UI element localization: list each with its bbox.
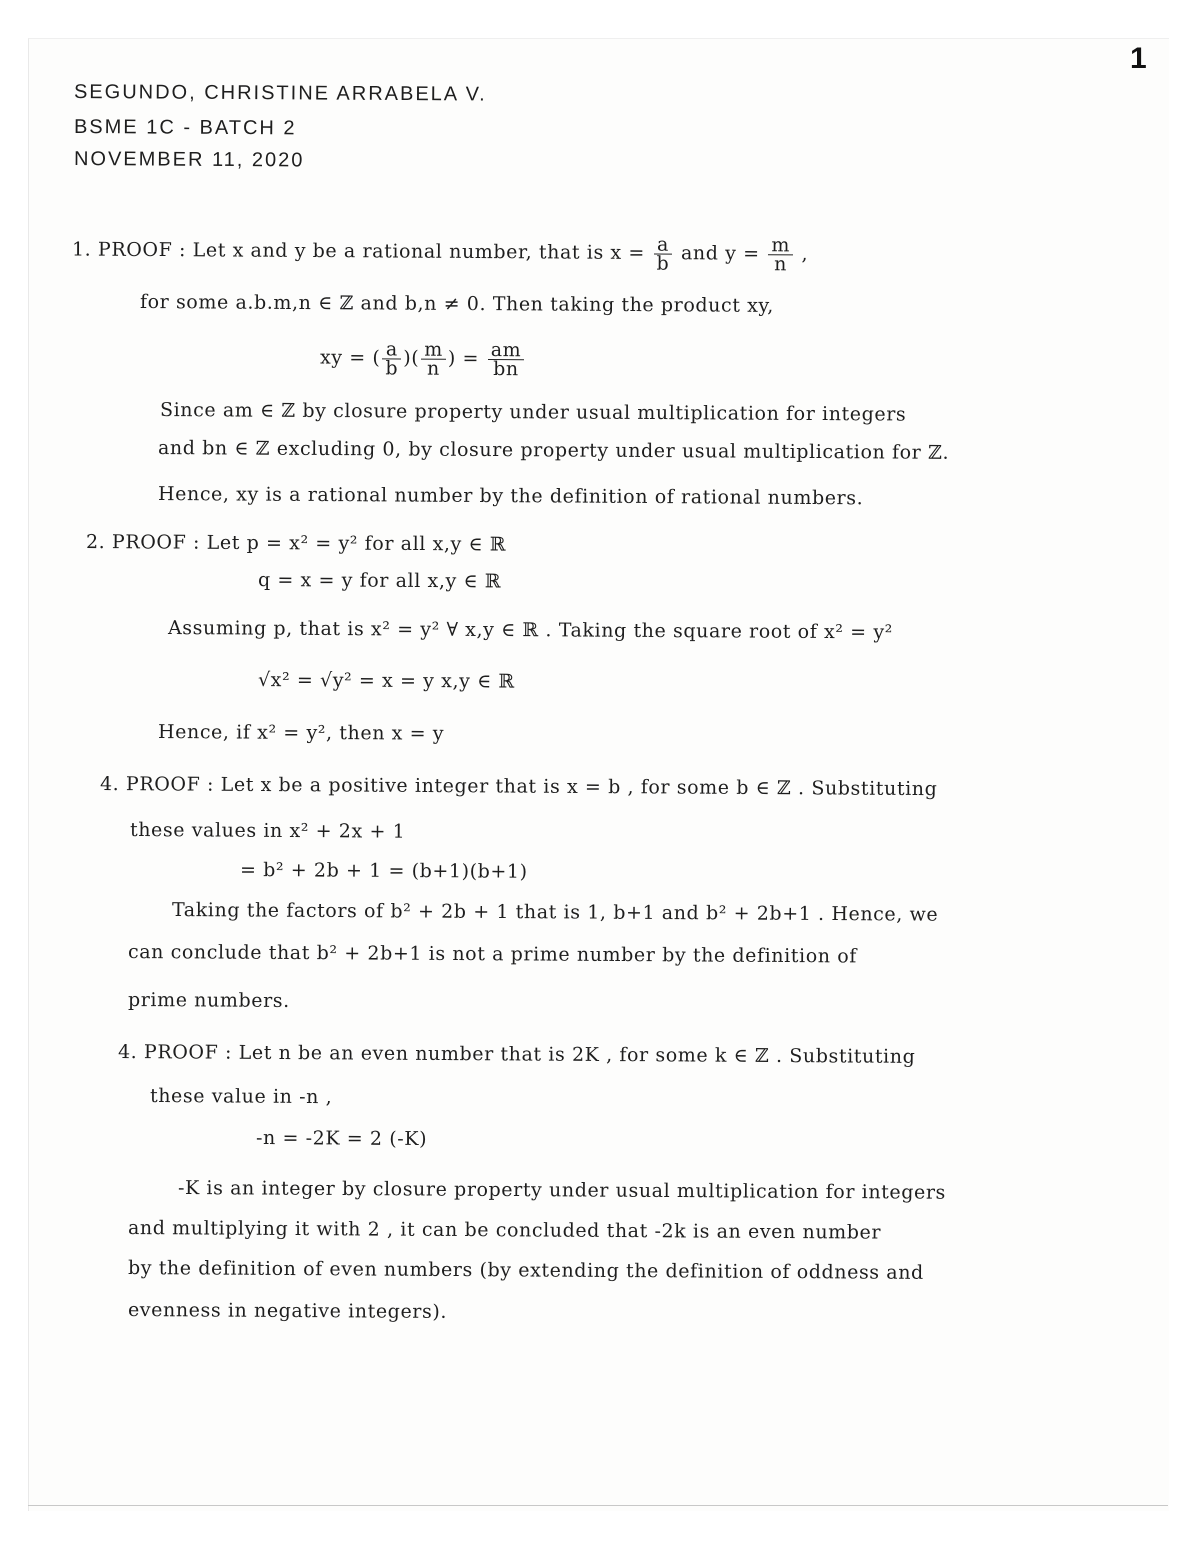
denominator: n — [774, 253, 788, 276]
page-number: 1 — [1130, 42, 1147, 75]
proof4-line7: evenness in negative integers). — [127, 1299, 448, 1323]
sheet-bottom-edge — [28, 1505, 1168, 1506]
proof1-line3: Since am ∈ ℤ by closure property under usual multiplication for integers — [159, 399, 907, 426]
fraction-m-over-n — [421, 338, 446, 380]
proof4-line2: these value in -n , — [149, 1085, 333, 1109]
fraction-a-over-b — [653, 233, 672, 275]
fraction-m-over-n — [768, 234, 793, 276]
denominator: b — [656, 252, 670, 275]
proof4-line3: -n = -2K = 2 (-K) — [255, 1127, 428, 1151]
proof3-line1: 4. PROOF : Let x be a positive integer that is x = b , for some b ∈ ℤ . Substituting — [99, 773, 938, 801]
proof2-line4: √x² = √y² = x = y x,y ∈ ℝ — [257, 669, 515, 693]
numerator: m — [768, 236, 793, 255]
proof1-line2: for some a.b.m,n ∈ ℤ and b,n ≠ 0. Then taking the product xy, — [139, 291, 774, 317]
proof4-line5: and multiplying it with 2 , it can be concluded that -2k is an even number — [127, 1217, 882, 1244]
student-name: SEGUNDO, CHRISTINE ARRABELA V. — [73, 81, 487, 106]
proof3-line3: = b² + 2b + 1 = (b+1)(b+1) — [239, 859, 528, 883]
proof3-line6: prime numbers. — [127, 989, 290, 1012]
numerator: a — [382, 340, 401, 359]
equals-sign: = — [462, 347, 480, 370]
numerator: am — [488, 341, 525, 360]
denominator: b — [385, 357, 399, 380]
proof1-line4: and bn ∈ ℤ excluding 0, by closure property under usual multiplication for ℤ. — [157, 437, 950, 464]
fraction-a-over-b — [382, 338, 401, 380]
proof4-line6: by the definition of even numbers (by extending the definition of oddness and — [127, 1257, 924, 1284]
proof1-line1 — [71, 232, 809, 276]
proof1-line1-text-b: and y = — [680, 242, 760, 265]
proof3-line4: Taking the factors of b² + 2b + 1 that is 1, b+1 and b² + 2b+1 . Hence, we — [171, 899, 939, 926]
proof4-line4: -K is an integer by closure property under usual multiplication for integers — [177, 1177, 946, 1204]
course-batch: BSME 1C - BATCH 2 — [73, 116, 297, 140]
proof2-line2: q = x = y for all x,y ∈ ℝ — [257, 569, 502, 593]
numerator: a — [654, 236, 673, 255]
proof1-line5: Hence, xy is a rational number by the definition of rational numbers. — [157, 483, 864, 510]
proof2-line5: Hence, if x² = y², then x = y — [157, 721, 445, 745]
proof3-line5: can conclude that b² + 2b+1 is not a prime number by the definition of — [127, 941, 858, 968]
proof3-line2: these values in x² + 2x + 1 — [129, 819, 406, 843]
fraction-am-over-bn — [488, 339, 525, 381]
denominator: n — [427, 357, 441, 380]
proof2-line3: Assuming p, that is x² = y² ∀ x,y ∈ ℝ . Taking the square root of x² = y² — [167, 617, 893, 644]
proof4-line1: 4. PROOF : Let n be an even number that is 2K , for some k ∈ ℤ . Substituting — [117, 1041, 916, 1068]
equation-lhs: xy = — [319, 346, 366, 369]
proof2-line1: 2. PROOF : Let p = x² = y² for all x,y ∈ ℝ — [85, 531, 507, 556]
proof1-equation: xy = ( $\frac{a}{b}$ )( $\frac{m}{n}$ ) = $\frac{am}{bn}$ — [320, 340, 526, 378]
date: NOVEMBER 11, 2020 — [73, 148, 305, 172]
proof1-line1-text-c: , — [801, 242, 809, 265]
proof1-line1-text-a: 1. PROOF : Let x and y be a rational number, that is x = — [71, 238, 646, 264]
denominator: bn — [493, 358, 519, 381]
numerator: m — [421, 341, 446, 360]
